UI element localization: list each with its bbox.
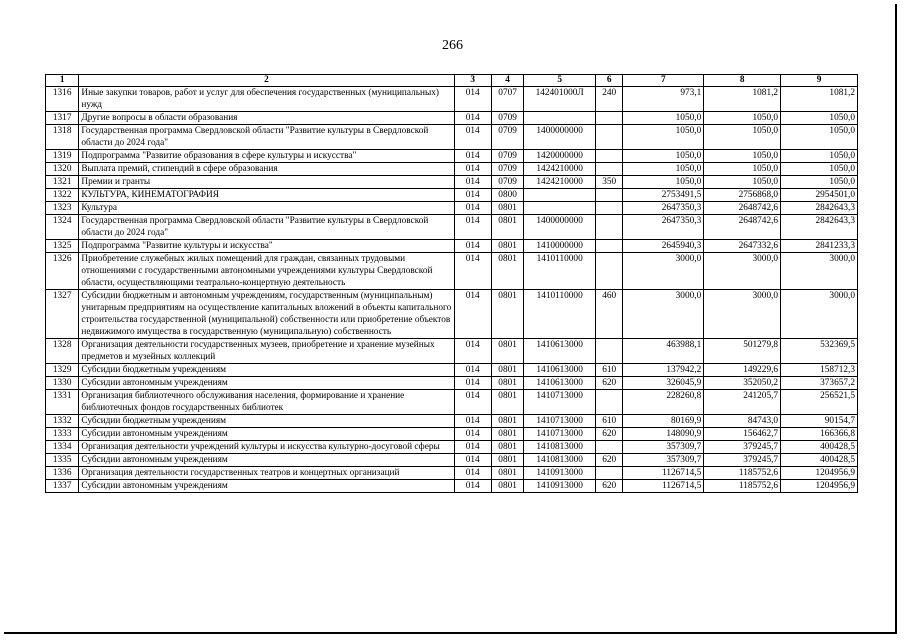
column-header: 7 <box>623 75 704 87</box>
expense-type-cell <box>596 112 623 125</box>
section-code-cell: 0709 <box>491 125 523 150</box>
amount-col9-cell: 1050,0 <box>781 150 858 163</box>
row-number-cell: 1331 <box>46 390 79 415</box>
ministry-code-cell: 014 <box>454 364 491 377</box>
amount-col8-cell: 1050,0 <box>704 112 781 125</box>
target-article-cell: 1410913000 <box>524 480 596 493</box>
ministry-code-cell: 014 <box>454 215 491 240</box>
expense-type-cell <box>596 125 623 150</box>
expense-type-cell: 240 <box>596 87 623 112</box>
amount-col8-cell: 2756868,0 <box>704 189 781 202</box>
row-name-cell: Приобретение служебных жилых помещений для граждан, связанных трудовыми отношениями с государственными автономными учреждениями культуры Свердловской области, осуществляющими театрально-концертную деятельность <box>79 253 454 290</box>
amount-col8-cell: 1185752,6 <box>704 467 781 480</box>
amount-col9-cell: 256521,5 <box>781 390 858 415</box>
row-name-cell: Премии и гранты <box>79 176 454 189</box>
amount-col9-cell: 2842643,3 <box>781 202 858 215</box>
row-name-cell: Подпрограмма "Развитие образования в сфере культуры и искусства" <box>79 150 454 163</box>
row-number-cell: 1328 <box>46 339 79 364</box>
amount-col7-cell: 326045,9 <box>623 377 704 390</box>
section-code-cell: 0801 <box>491 390 523 415</box>
amount-col8-cell: 379245,7 <box>704 454 781 467</box>
expense-type-cell <box>596 253 623 290</box>
amount-col7-cell: 2647350,3 <box>623 215 704 240</box>
expense-type-cell <box>596 339 623 364</box>
section-code-cell: 0709 <box>491 163 523 176</box>
amount-col9-cell: 1050,0 <box>781 112 858 125</box>
column-header: 2 <box>79 75 454 87</box>
amount-col8-cell: 379245,7 <box>704 441 781 454</box>
table-row <box>46 189 858 202</box>
target-article-cell: 1410713000 <box>524 390 596 415</box>
amount-col7-cell: 1050,0 <box>623 163 704 176</box>
ministry-code-cell: 014 <box>454 428 491 441</box>
amount-col9-cell: 2841233,3 <box>781 240 858 253</box>
target-article-cell: 1410913000 <box>524 467 596 480</box>
table-row <box>46 415 858 428</box>
row-number-cell: 1332 <box>46 415 79 428</box>
table-row <box>46 112 858 125</box>
ministry-code-cell: 014 <box>454 441 491 454</box>
table-row <box>46 441 858 454</box>
amount-col8-cell: 352050,2 <box>704 377 781 390</box>
budget-table <box>45 74 858 493</box>
amount-col8-cell: 1185752,6 <box>704 480 781 493</box>
amount-col9-cell: 400428,5 <box>781 441 858 454</box>
amount-col7-cell: 2753491,5 <box>623 189 704 202</box>
row-number-cell: 1327 <box>46 290 79 339</box>
row-name-cell: Организация деятельности государственных музеев, приобретение и хранение музейных предметов и музейных коллекций <box>79 339 454 364</box>
target-article-cell: 142401000Л <box>524 87 596 112</box>
amount-col9-cell: 532369,5 <box>781 339 858 364</box>
target-article-cell: 1424210000 <box>524 163 596 176</box>
row-name-cell: Субсидии бюджетным и автономным учреждениям, государственным (муниципальным) унитарным предприятиям на осуществление капитальных вложений в объекты капитального строительства государственной (муниципальной) собственности или приобретение объектов недвижимого имущества в государственную (муниципальную) собственность <box>79 290 454 339</box>
amount-col7-cell: 357309,7 <box>623 441 704 454</box>
expense-type-cell <box>596 189 623 202</box>
row-number-cell: 1320 <box>46 163 79 176</box>
table-row <box>46 454 858 467</box>
row-number-cell: 1330 <box>46 377 79 390</box>
amount-col7-cell: 1050,0 <box>623 125 704 150</box>
table-row <box>46 215 858 240</box>
section-code-cell: 0709 <box>491 112 523 125</box>
section-code-cell: 0801 <box>491 441 523 454</box>
row-number-cell: 1335 <box>46 454 79 467</box>
table-row <box>46 176 858 189</box>
target-article-cell: 1410110000 <box>524 290 596 339</box>
target-article-cell: 1410000000 <box>524 240 596 253</box>
ministry-code-cell: 014 <box>454 339 491 364</box>
expense-type-cell <box>596 163 623 176</box>
amount-col9-cell: 158712,3 <box>781 364 858 377</box>
ministry-code-cell: 014 <box>454 390 491 415</box>
row-number-cell: 1336 <box>46 467 79 480</box>
row-name-cell: Субсидии автономным учреждениям <box>79 428 454 441</box>
row-name-cell: Субсидии бюджетным учреждениям <box>79 415 454 428</box>
ministry-code-cell: 014 <box>454 125 491 150</box>
section-code-cell: 0707 <box>491 87 523 112</box>
amount-col7-cell: 3000,0 <box>623 253 704 290</box>
column-header: 4 <box>491 75 523 87</box>
row-name-cell: Государственная программа Свердловской области "Развитие культуры в Свердловской области до 2024 года" <box>79 125 454 150</box>
section-code-cell: 0801 <box>491 415 523 428</box>
row-name-cell: Субсидии автономным учреждениям <box>79 454 454 467</box>
row-name-cell: Субсидии автономным учреждениям <box>79 377 454 390</box>
expense-type-cell: 460 <box>596 290 623 339</box>
table-row <box>46 467 858 480</box>
amount-col8-cell: 149229,6 <box>704 364 781 377</box>
table-row <box>46 377 858 390</box>
expense-type-cell <box>596 150 623 163</box>
row-name-cell: КУЛЬТУРА, КИНЕМАТОГРАФИЯ <box>79 189 454 202</box>
amount-col9-cell: 2954501,0 <box>781 189 858 202</box>
column-header: 8 <box>704 75 781 87</box>
expense-type-cell: 610 <box>596 364 623 377</box>
row-name-cell: Другие вопросы в области образования <box>79 112 454 125</box>
table-row <box>46 339 858 364</box>
expense-type-cell <box>596 467 623 480</box>
ministry-code-cell: 014 <box>454 150 491 163</box>
column-header: 3 <box>454 75 491 87</box>
amount-col9-cell: 1204956,9 <box>781 467 858 480</box>
amount-col9-cell: 1050,0 <box>781 163 858 176</box>
amount-col8-cell: 1050,0 <box>704 176 781 189</box>
expense-type-cell <box>596 215 623 240</box>
ministry-code-cell: 014 <box>454 467 491 480</box>
table-row <box>46 150 858 163</box>
amount-col8-cell: 2647332,6 <box>704 240 781 253</box>
page-number: 266 <box>442 38 463 53</box>
expense-type-cell <box>596 202 623 215</box>
row-number-cell: 1337 <box>46 480 79 493</box>
amount-col8-cell: 84743,0 <box>704 415 781 428</box>
amount-col8-cell: 241205,7 <box>704 390 781 415</box>
target-article-cell: 1410613000 <box>524 364 596 377</box>
row-number-cell: 1334 <box>46 441 79 454</box>
section-code-cell: 0801 <box>491 339 523 364</box>
expense-type-cell: 620 <box>596 454 623 467</box>
target-article-cell: 1400000000 <box>524 215 596 240</box>
ministry-code-cell: 014 <box>454 454 491 467</box>
section-code-cell: 0801 <box>491 290 523 339</box>
amount-col7-cell: 148090,9 <box>623 428 704 441</box>
row-number-cell: 1319 <box>46 150 79 163</box>
amount-col9-cell: 1204956,9 <box>781 480 858 493</box>
row-number-cell: 1333 <box>46 428 79 441</box>
table-row <box>46 87 858 112</box>
row-name-cell: Государственная программа Свердловской области "Развитие культуры в Свердловской области до 2024 года" <box>79 215 454 240</box>
table-row <box>46 125 858 150</box>
expense-type-cell: 350 <box>596 176 623 189</box>
amount-col9-cell: 90154,7 <box>781 415 858 428</box>
row-number-cell: 1318 <box>46 125 79 150</box>
ministry-code-cell: 014 <box>454 240 491 253</box>
target-article-cell: 1410713000 <box>524 415 596 428</box>
expense-type-cell <box>596 441 623 454</box>
row-number-cell: 1324 <box>46 215 79 240</box>
section-code-cell: 0801 <box>491 467 523 480</box>
row-number-cell: 1325 <box>46 240 79 253</box>
section-code-cell: 0801 <box>491 364 523 377</box>
amount-col8-cell: 501279,8 <box>704 339 781 364</box>
amount-col8-cell: 1081,2 <box>704 87 781 112</box>
row-number-cell: 1326 <box>46 253 79 290</box>
ministry-code-cell: 014 <box>454 163 491 176</box>
amount-col9-cell: 166366,8 <box>781 428 858 441</box>
table-row <box>46 240 858 253</box>
column-header: 6 <box>596 75 623 87</box>
target-article-cell: 1410713000 <box>524 428 596 441</box>
section-code-cell: 0801 <box>491 215 523 240</box>
amount-col7-cell: 1126714,5 <box>623 480 704 493</box>
target-article-cell <box>524 202 596 215</box>
target-article-cell <box>524 189 596 202</box>
amount-col7-cell: 1050,0 <box>623 176 704 189</box>
table-body <box>46 87 858 493</box>
row-name-cell: Организация библиотечного обслуживания населения, формирование и хранение библиотечных фондов государственных библиотек <box>79 390 454 415</box>
ministry-code-cell: 014 <box>454 290 491 339</box>
section-code-cell: 0800 <box>491 189 523 202</box>
expense-type-cell: 610 <box>596 415 623 428</box>
target-article-cell: 1410813000 <box>524 454 596 467</box>
target-article-cell: 1400000000 <box>524 125 596 150</box>
amount-col8-cell: 3000,0 <box>704 253 781 290</box>
target-article-cell: 1420000000 <box>524 150 596 163</box>
table-row <box>46 163 858 176</box>
ministry-code-cell: 014 <box>454 202 491 215</box>
amount-col7-cell: 1050,0 <box>623 112 704 125</box>
amount-col8-cell: 1050,0 <box>704 163 781 176</box>
row-name-cell: Организация деятельности государственных театров и концертных организаций <box>79 467 454 480</box>
amount-col9-cell: 1050,0 <box>781 176 858 189</box>
section-code-cell: 0801 <box>491 480 523 493</box>
amount-col9-cell: 3000,0 <box>781 290 858 339</box>
table-row <box>46 390 858 415</box>
amount-col8-cell: 2648742,6 <box>704 215 781 240</box>
amount-col8-cell: 2648742,6 <box>704 202 781 215</box>
amount-col9-cell: 3000,0 <box>781 253 858 290</box>
amount-col7-cell: 137942,2 <box>623 364 704 377</box>
amount-col7-cell: 1126714,5 <box>623 467 704 480</box>
amount-col9-cell: 1081,2 <box>781 87 858 112</box>
table-row <box>46 202 858 215</box>
ministry-code-cell: 014 <box>454 189 491 202</box>
row-number-cell: 1329 <box>46 364 79 377</box>
column-header: 9 <box>781 75 858 87</box>
amount-col7-cell: 2645940,3 <box>623 240 704 253</box>
amount-col7-cell: 357309,7 <box>623 454 704 467</box>
header-row <box>46 75 858 87</box>
expense-type-cell <box>596 390 623 415</box>
row-number-cell: 1321 <box>46 176 79 189</box>
ministry-code-cell: 014 <box>454 415 491 428</box>
amount-col8-cell: 1050,0 <box>704 125 781 150</box>
expense-type-cell <box>596 240 623 253</box>
amount-col9-cell: 1050,0 <box>781 125 858 150</box>
expense-type-cell: 620 <box>596 428 623 441</box>
section-code-cell: 0801 <box>491 202 523 215</box>
row-number-cell: 1317 <box>46 112 79 125</box>
amount-col9-cell: 373657,2 <box>781 377 858 390</box>
target-article-cell: 1410110000 <box>524 253 596 290</box>
row-name-cell: Выплата премий, стипендий в сфере образования <box>79 163 454 176</box>
row-number-cell: 1323 <box>46 202 79 215</box>
amount-col7-cell: 80169,9 <box>623 415 704 428</box>
expense-type-cell: 620 <box>596 480 623 493</box>
row-name-cell: Субсидии автономным учреждениям <box>79 480 454 493</box>
target-article-cell: 1410813000 <box>524 441 596 454</box>
amount-col8-cell: 1050,0 <box>704 150 781 163</box>
section-code-cell: 0801 <box>491 428 523 441</box>
table-row <box>46 480 858 493</box>
row-name-cell: Субсидии бюджетным учреждениям <box>79 364 454 377</box>
column-header: 5 <box>524 75 596 87</box>
section-code-cell: 0709 <box>491 176 523 189</box>
target-article-cell: 1410613000 <box>524 339 596 364</box>
target-article-cell: 1424210000 <box>524 176 596 189</box>
amount-col8-cell: 156462,7 <box>704 428 781 441</box>
amount-col7-cell: 463988,1 <box>623 339 704 364</box>
expense-type-cell: 620 <box>596 377 623 390</box>
row-name-cell: Организация деятельности учреждений культуры и искусства культурно-досуговой сферы <box>79 441 454 454</box>
section-code-cell: 0709 <box>491 150 523 163</box>
ministry-code-cell: 014 <box>454 176 491 189</box>
amount-col7-cell: 1050,0 <box>623 150 704 163</box>
row-number-cell: 1316 <box>46 87 79 112</box>
ministry-code-cell: 014 <box>454 480 491 493</box>
amount-col7-cell: 973,1 <box>623 87 704 112</box>
section-code-cell: 0801 <box>491 240 523 253</box>
amount-col8-cell: 3000,0 <box>704 290 781 339</box>
target-article-cell: 1410613000 <box>524 377 596 390</box>
section-code-cell: 0801 <box>491 377 523 390</box>
row-name-cell: Подпрограмма "Развитие культуры и искусства" <box>79 240 454 253</box>
table-row <box>46 290 858 339</box>
ministry-code-cell: 014 <box>454 87 491 112</box>
table-row <box>46 253 858 290</box>
ministry-code-cell: 014 <box>454 112 491 125</box>
amount-col7-cell: 2647350,3 <box>623 202 704 215</box>
section-code-cell: 0801 <box>491 253 523 290</box>
amount-col9-cell: 2842643,3 <box>781 215 858 240</box>
column-header: 1 <box>46 75 79 87</box>
ministry-code-cell: 014 <box>454 377 491 390</box>
table-row <box>46 428 858 441</box>
amount-col9-cell: 400428,5 <box>781 454 858 467</box>
row-name-cell: Культура <box>79 202 454 215</box>
amount-col7-cell: 228260,8 <box>623 390 704 415</box>
row-number-cell: 1322 <box>46 189 79 202</box>
section-code-cell: 0801 <box>491 454 523 467</box>
row-name-cell: Иные закупки товаров, работ и услуг для обеспечения государственных (муниципальных) нужд <box>79 87 454 112</box>
amount-col7-cell: 3000,0 <box>623 290 704 339</box>
target-article-cell <box>524 112 596 125</box>
ministry-code-cell: 014 <box>454 253 491 290</box>
table-row <box>46 364 858 377</box>
